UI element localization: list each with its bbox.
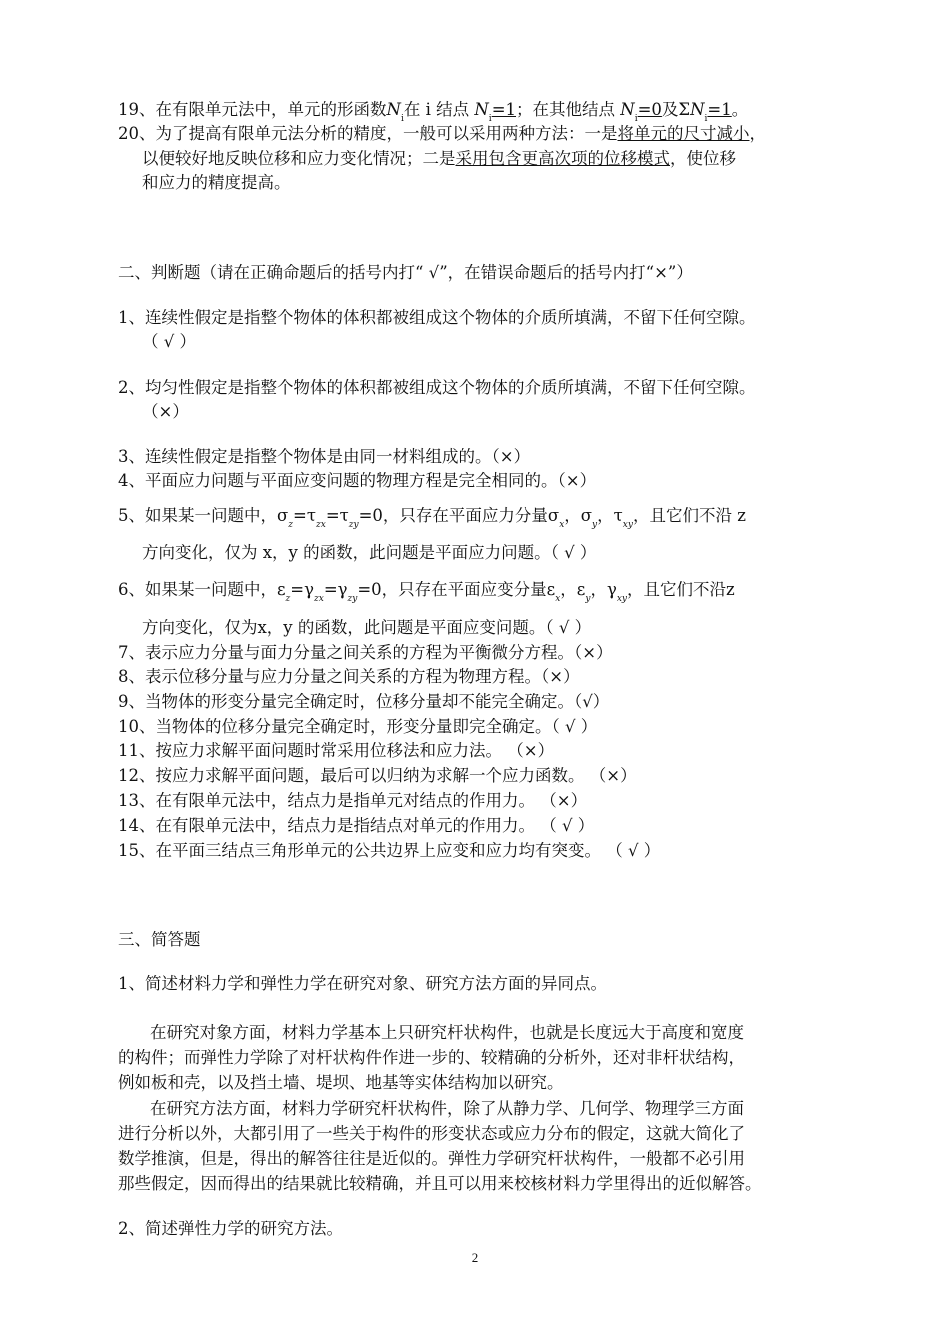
short-q2: 2、简述弹性力学的研究方法。 — [118, 1219, 343, 1238]
judge-q1-answer: （ √ ） — [142, 332, 197, 351]
judge-q15: 15、在平面三结点三角形单元的公共边界上应变和应力均有突变。 （ √ ） — [118, 841, 661, 860]
judge-q2-answer: （×） — [142, 402, 189, 421]
short-q1-answer-p2-line3: 数学推演，但是，得出的解答往往是近似的。弹性力学研究杆状构件，一般都不必引用 — [118, 1149, 745, 1168]
judge-q10: 10、当物体的位移分量完全确定时，形变分量即完全确定。（ √ ） — [118, 717, 598, 736]
judge-q1-line1: 1、连续性假定是指整个物体的体积都被组成这个物体的介质所填满，不留下任何空隙。 — [118, 308, 756, 327]
short-section-title: 三、简答题 — [118, 930, 201, 949]
judge-q13: 13、在有限单元法中，结点力是指单元对结点的作用力。 （×） — [118, 791, 588, 810]
judge-q4: 4、平面应力问题与平面应变问题的物理方程是完全相同的。（×） — [118, 471, 597, 490]
short-q1: 1、简述材料力学和弹性力学在研究对象、研究方法方面的异同点。 — [118, 974, 607, 993]
page-number: 2 — [471, 1250, 479, 1265]
fill-q19: 19、在有限单元法中，单元的形函数$N_i$在 i 结点 $N_i=1$；在其他结点 $N_i=0$及$\Sigma N_i=1$。 — [118, 100, 749, 124]
judge-q12: 12、按应力求解平面问题，最后可以归纳为求解一个应力函数。 （×） — [118, 766, 637, 785]
fill-q20-line3: 和应力的精度提高。 — [142, 173, 291, 192]
judge-q3: 3、连续性假定是指整个物体是由同一材料组成的。（×） — [118, 447, 531, 466]
judge-q9: 9、当物体的形变分量完全确定时，位移分量却不能完全确定。（√） — [118, 692, 610, 711]
short-q1-answer-p1-line2: 的构件；而弹性力学除了对杆状构件作进一步的、较精确的分析外，还对非杆状结构， — [118, 1048, 745, 1067]
judge-q11: 11、按应力求解平面问题时常采用位移法和应力法。 （×） — [118, 741, 555, 760]
judge-q5-line2: 方向变化，仅为 x，y 的函数，此问题是平面应力问题。（ √ ） — [142, 543, 597, 562]
short-q1-answer-p2-line1: 在研究方法方面，材料力学研究杆状构件，除了从静力学、几何学、物理学三方面 — [150, 1099, 744, 1118]
judge-q5-line1: 5、如果某一问题中，$\sigma_z=\tau_{zx}=\tau_{zy}=0$，只存在平面应力分量$\sigma_x$，$\sigma_y$，$\tau_{xy}$，且它们不沿 z — [118, 506, 746, 530]
judge-q2-line1: 2、均匀性假定是指整个物体的体积都被组成这个物体的介质所填满，不留下任何空隙。 — [118, 378, 756, 397]
judge-q6-line2: 方向变化，仅为x，y 的函数，此问题是平面应变问题。（ √ ） — [142, 618, 592, 637]
judge-q8: 8、表示位移分量与应力分量之间关系的方程为物理方程。（×） — [118, 667, 580, 686]
short-q1-answer-p1-line3: 例如板和壳，以及挡土墙、堤坝、地基等实体结构加以研究。 — [118, 1073, 564, 1092]
short-q1-answer-p1-line1: 在研究对象方面，材料力学基本上只研究杆状构件，也就是长度远大于高度和宽度 — [150, 1023, 744, 1042]
fill-q20-line1: 20、为了提高有限单元法分析的精度，一般可以采用两种方法：一是将单元的尺寸减小， — [118, 124, 766, 143]
judge-q7: 7、表示应力分量与面力分量之间关系的方程为平衡微分方程。（×） — [118, 643, 613, 662]
short-q1-answer-p2-line4: 那些假定，因而得出的结果就比较精确，并且可以用来校核材料力学里得出的近似解答。 — [118, 1174, 762, 1193]
judge-q14: 14、在有限单元法中，结点力是指结点对单元的作用力。 （ √ ） — [118, 816, 595, 835]
judge-section-title: 二、判断题（请在正确命题后的括号内打“ √”，在错误命题后的括号内打“×”） — [118, 263, 693, 282]
judge-q6-line1: 6、如果某一问题中，$\varepsilon_z=\gamma_{zx}=\gamma_{zy}=0$，只存在平面应变分量$\varepsilon_x$，$\varepsilon_y$，$\gamma_{xy}$，且它们不沿z — [118, 580, 735, 604]
fill-q20-line2: 以便较好地反映位移和应力变化情况；二是采用包含更高次项的位移模式，使位移 — [142, 149, 736, 168]
short-q1-answer-p2-line2: 进行分析以外，大都引用了一些关于构件的形变状态或应力分布的假定，这就大简化了 — [118, 1124, 745, 1143]
